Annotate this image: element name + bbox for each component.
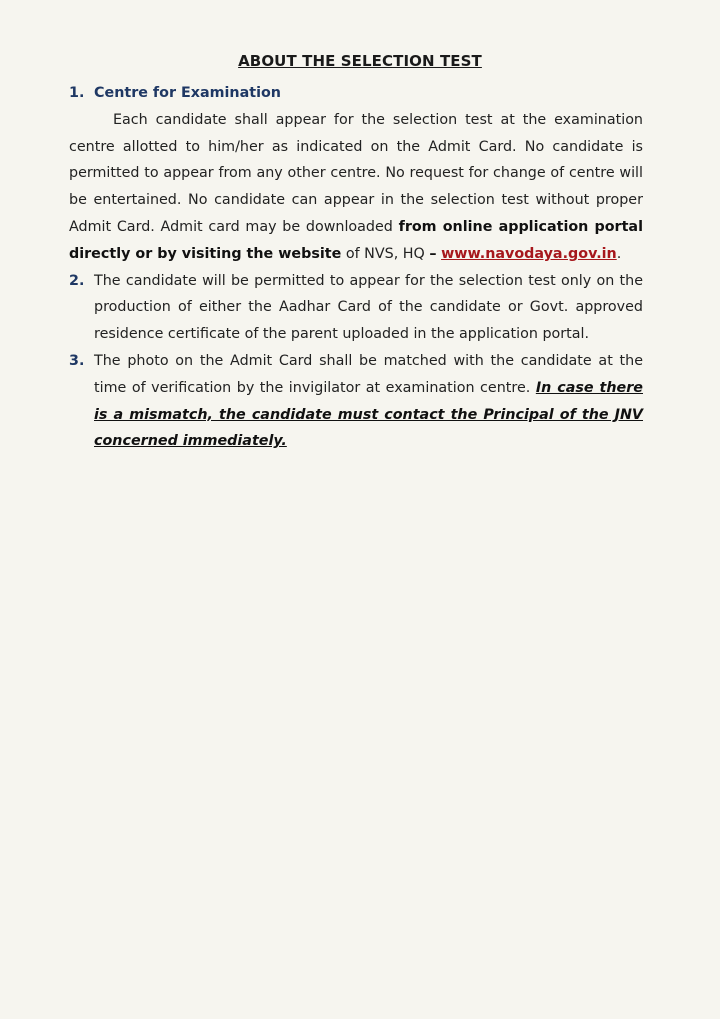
section-1-dash: – [429,245,437,262]
section-1-title: Centre for Examination [94,85,281,101]
section-3-number: 3. [69,352,85,369]
section-1-paragraph [69,107,643,268]
section-1-text-bold: from online application portal directly or by visiting the website [69,218,643,262]
section-1-end: . [616,245,622,262]
page-title: ABOUT THE SELECTION TEST [238,52,482,70]
section-1-heading [69,80,643,107]
section-2-text: The candidate will be permitted to appear for the selection test only on the production of either the Aadhar Card of the candidate or Govt. approved residence certificate of the parent uploaded in the application portal. [94,272,643,343]
section-3-text: The photo on the Admit Card shall be matched with the candidate at the time of verification by the invigilator at examination centre. [94,352,643,396]
section-1-number: 1. [69,85,85,101]
section-3 [69,348,643,455]
section-3-paragraph [94,348,643,455]
document-body [69,80,643,455]
section-3-emphasis: In case there is a mismatch, the candidate must contact the Principal of the JNV concerned immediately. [94,379,643,450]
section-2 [69,268,643,348]
section-1-text-b: of NVS, HQ [341,245,430,262]
section-2-number: 2. [69,272,85,289]
nvs-website-link[interactable]: www.navodaya.gov.in [441,245,617,262]
section-1-text-a: Each candidate shall appear for the selection test at the examination centre allotted to him/her as indicated on the Admit Card. No candidate is permitted to appear from any other centre. No request for change of centre will be entertained. No candidate can appear in the selection test without proper Admit Card. Admit card may be downloaded [69,111,643,235]
